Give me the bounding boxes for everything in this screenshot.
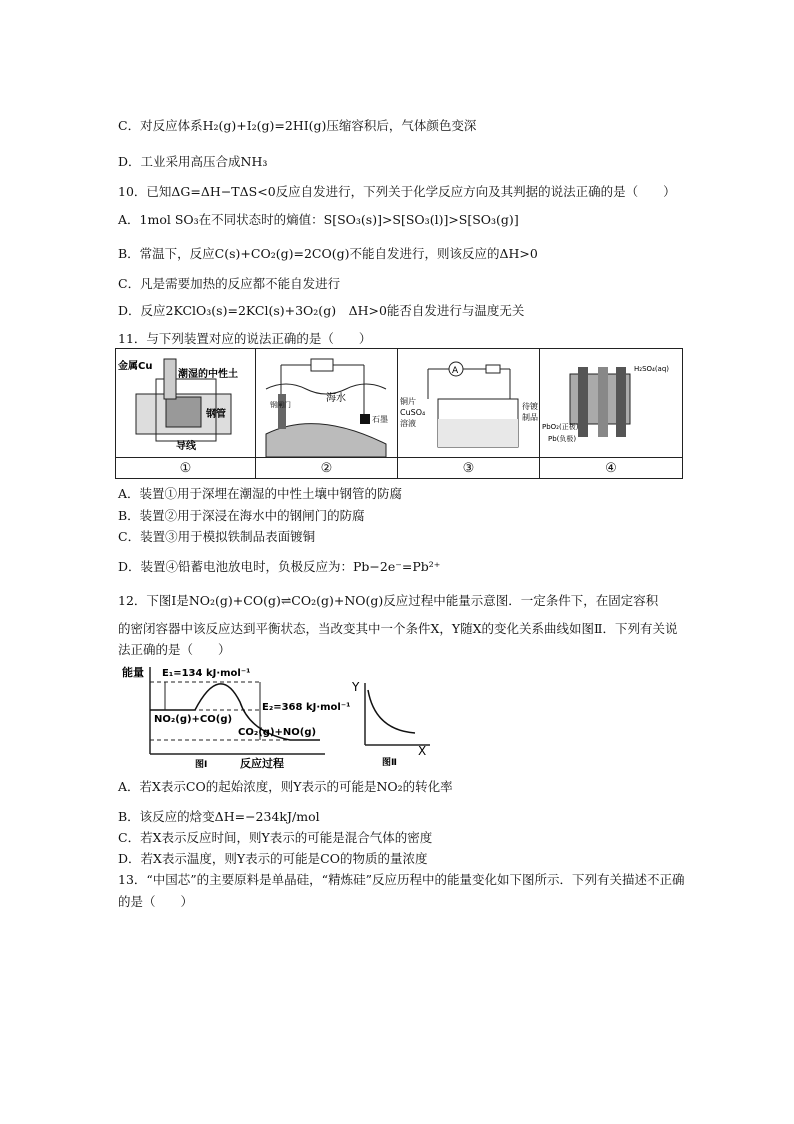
stone-label: 石墨	[372, 415, 388, 424]
q11-option-b: B．装置②用于深浸在海水中的钢闸门的防腐	[118, 508, 365, 523]
seawater-label: 海水	[326, 393, 346, 404]
q10-option-a: A．1mol SO₃在不同状态时的熵值：S[SO₃(s)]>S[SO₃(l)]>S[SO₃(g)]	[118, 212, 519, 227]
energy-xlabel: 反应过程	[240, 757, 284, 770]
q12-option-d: D．若X表示温度，则Y表示的可能是CO的物质的量浓度	[118, 851, 428, 866]
q13-stem-1: 13．“中国芯”的主要原料是单晶硅，“精炼硅”反应历程中的能量变化如下图所示．下列有关描述不正确	[118, 872, 685, 887]
apparatus-2	[256, 349, 398, 457]
products-label: CO₂(g)+NO(g)	[238, 727, 317, 738]
curve-diagram	[350, 675, 445, 770]
q12-stem-3: 法正确的是（ ）	[118, 642, 231, 657]
acid-label: H₂SO₄(aq)	[634, 365, 670, 373]
q13-stem-2: 的是（ ）	[118, 894, 194, 909]
q11-option-c: C．装置③用于模拟铁制品表面镀铜	[118, 529, 316, 544]
q10-stem: 10．已知ΔG=ΔH−TΔS<0反应自发进行，下列关于化学反应方向及其判据的说法正确的是（ ）	[118, 184, 676, 199]
q11-option-a: A．装置①用于深埋在潮湿的中性土壤中钢管的防腐	[118, 486, 403, 501]
product1-label: 待镀	[522, 402, 538, 411]
soil-label: 潮湿的中性土	[178, 369, 238, 380]
cu-label: 金属Cu	[118, 361, 153, 372]
q12-option-b: B．该反应的焓变ΔH=−234kJ/mol	[118, 809, 320, 824]
e2-label: E₂=368 kJ·mol⁻¹	[262, 702, 351, 713]
ammeter-label: A	[452, 366, 459, 376]
energy-diagram	[120, 662, 351, 770]
energy-ylabel: 能量	[122, 666, 144, 679]
fig1-caption: 图Ⅰ	[195, 760, 208, 770]
apparatus-table	[115, 348, 683, 479]
q10-option-b: B．常温下，反应C(s)+CO₂(g)=2CO(g)不能自发进行，则该反应的ΔH>0	[118, 246, 538, 261]
label-2: ②	[256, 457, 398, 479]
reactants-label: NO₂(g)+CO(g)	[154, 714, 233, 725]
curve-ylabel: Y	[352, 680, 360, 694]
apparatus-3	[398, 349, 540, 457]
q12-stem-1: 12．下图Ⅰ是NO₂(g)+CO(g)⇌CO₂(g)+NO(g)反应过程中能量示意图．一定条件下，在固定容积	[118, 593, 659, 608]
plate-label: 铜片	[400, 397, 416, 406]
neg-label: Pb(负极)	[548, 435, 577, 443]
label-4: ④	[540, 457, 682, 479]
pos-label: PbO₂(正极)	[542, 423, 579, 431]
q11-stem: 11．与下列装置对应的说法正确的是（ ）	[118, 331, 372, 346]
pipe-label: 钢管	[206, 409, 226, 420]
curve-xlabel: X	[418, 744, 427, 758]
q10-option-c: C．凡是需要加热的反应都不能自发进行	[118, 276, 341, 291]
q12-stem-2: 的密闭容器中该反应达到平衡状态，当改变其中一个条件X，Y随X的变化关系曲线如图Ⅱ．下列有关说	[118, 621, 678, 636]
e1-label: E₁=134 kJ·mol⁻¹	[162, 668, 251, 679]
product2-label: 制品	[522, 413, 538, 422]
solution1-label: CuSO₄	[400, 408, 426, 417]
q9-option-d: D．工业采用高压合成NH₃	[118, 154, 268, 169]
apparatus-4	[540, 349, 682, 457]
q10-option-d: D．反应2KClO₃(s)=2KCl(s)+3O₂(g) ΔH>0能否自发进行与温度无关	[118, 303, 525, 318]
gate-label: 钢闸门	[270, 401, 291, 409]
label-3: ③	[398, 457, 540, 479]
apparatus-1	[116, 349, 256, 457]
wire-label: 导线	[176, 441, 196, 452]
q11-option-d: D．装置④铅蓄电池放电时，负极反应为：Pb−2e⁻=Pb²⁺	[118, 559, 441, 574]
label-1: ①	[116, 457, 256, 479]
fig2-caption: 图Ⅱ	[382, 758, 397, 768]
solution2-label: 溶液	[400, 419, 416, 428]
q12-option-a: A．若X表示CO的起始浓度，则Y表示的可能是NO₂的转化率	[118, 779, 453, 794]
q12-option-c: C．若X表示反应时间，则Y表示的可能是混合气体的密度	[118, 830, 433, 845]
q9-option-c: C．对反应体系H₂(g)+I₂(g)=2HI(g)压缩容积后，气体颜色变深	[118, 118, 477, 133]
